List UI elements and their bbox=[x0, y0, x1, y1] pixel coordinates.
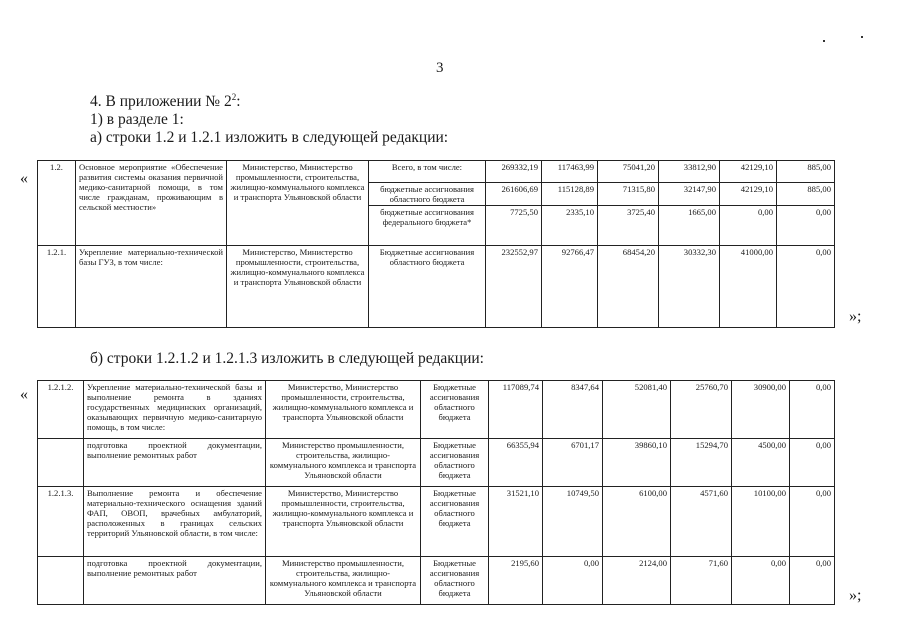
value-cell: 92766,47 bbox=[542, 246, 598, 328]
row-code: 1.2. bbox=[38, 161, 76, 246]
value-cell: 7725,50 bbox=[486, 206, 542, 246]
value-cell: 1665,00 bbox=[659, 206, 720, 246]
value-cell: 885,00 bbox=[777, 161, 835, 183]
table-row bbox=[38, 487, 835, 557]
value-cell: 885,00 bbox=[777, 183, 835, 206]
value-cell: 25760,70 bbox=[671, 381, 732, 439]
value-cell: 115128,89 bbox=[542, 183, 598, 206]
row-executor: Министерство, Министерство промышленности, строительства, жилищно-коммунального комплекса и транспорта Ульяновской области bbox=[227, 246, 369, 328]
value-cell: 32147,90 bbox=[659, 183, 720, 206]
value-cell: 6701,17 bbox=[543, 439, 603, 487]
subsection-heading: 1) в разделе 1: bbox=[90, 111, 184, 128]
source-label: Бюджетные ассигнования областного бюджета bbox=[421, 487, 489, 557]
table-row bbox=[38, 557, 835, 605]
value-cell: 41000,00 bbox=[720, 246, 777, 328]
value-cell: 0,00 bbox=[790, 557, 835, 605]
row-code: 1.2.1. bbox=[38, 246, 76, 328]
source-label: бюджетные ассигнования областного бюджета bbox=[369, 183, 486, 206]
value-cell: 269332,19 bbox=[486, 161, 542, 183]
value-cell: 75041,20 bbox=[598, 161, 659, 183]
source-label: Всего, в том числе: bbox=[369, 161, 486, 183]
row-executor: Министерство промышленности, строительства, жилищно-коммунального комплекса и транспорта Ульяновской области bbox=[266, 439, 421, 487]
close-quote-1: »; bbox=[849, 308, 862, 325]
row-name: подготовка проектной документации, выполнение ремонтных работ bbox=[84, 439, 266, 487]
scan-mark bbox=[861, 36, 863, 38]
table-rows-1-2 bbox=[37, 160, 835, 328]
section-heading-text: 4. В приложении № 2 bbox=[90, 93, 232, 111]
value-cell: 0,00 bbox=[790, 439, 835, 487]
table-row bbox=[38, 381, 835, 439]
value-cell: 0,00 bbox=[790, 487, 835, 557]
section-heading-sup: 2 bbox=[231, 92, 237, 102]
value-cell: 0,00 bbox=[777, 206, 835, 246]
value-cell: 30332,30 bbox=[659, 246, 720, 328]
value-cell: 261606,69 bbox=[486, 183, 542, 206]
value-cell: 232552,97 bbox=[486, 246, 542, 328]
value-cell: 2195,60 bbox=[489, 557, 543, 605]
value-cell: 8347,64 bbox=[543, 381, 603, 439]
row-executor: Министерство, Министерство промышленности, строительства, жилищно-коммунального комплекса и транспорта Ульяновской области bbox=[227, 161, 369, 246]
row-executor: Министерство, Министерство промышленности, строительства, жилищно-коммунального комплекса и транспорта Ульяновской области bbox=[266, 381, 421, 439]
value-cell: 39860,10 bbox=[603, 439, 671, 487]
value-cell: 6100,00 bbox=[603, 487, 671, 557]
row-name: подготовка проектной документации, выполнение ремонтных работ bbox=[84, 557, 266, 605]
value-cell: 33812,90 bbox=[659, 161, 720, 183]
row-executor: Министерство промышленности, строительства, жилищно-коммунального комплекса и транспорта Ульяновской области bbox=[266, 557, 421, 605]
page-number: 3 bbox=[436, 60, 444, 76]
value-cell: 42129,10 bbox=[720, 183, 777, 206]
value-cell: 2124,00 bbox=[603, 557, 671, 605]
row-name: Выполнение ремонта и обеспечение материально-технического оснащения зданий ФАП, ОВОП, врачебных амбулаторий, расположенных в границах сельских территорий Ульяновской области, в том числе: bbox=[84, 487, 266, 557]
table-row bbox=[38, 439, 835, 487]
row-executor: Министерство, Министерство промышленности, строительства, жилищно-коммунального комплекса и транспорта Ульяновской области bbox=[266, 487, 421, 557]
row-name: Укрепление материально-технической базы ГУЗ, в том числе: bbox=[76, 246, 227, 328]
value-cell: 117089,74 bbox=[489, 381, 543, 439]
value-cell: 66355,94 bbox=[489, 439, 543, 487]
section-heading bbox=[90, 92, 241, 111]
value-cell: 0,00 bbox=[543, 557, 603, 605]
source-label: Бюджетные ассигнования областного бюджета bbox=[421, 557, 489, 605]
scan-mark bbox=[823, 40, 825, 42]
value-cell: 71315,80 bbox=[598, 183, 659, 206]
source-label: Бюджетные ассигнования областного бюджета bbox=[421, 381, 489, 439]
value-cell: 30900,00 bbox=[732, 381, 790, 439]
value-cell: 10749,50 bbox=[543, 487, 603, 557]
value-cell: 0,00 bbox=[732, 557, 790, 605]
section-heading-tail: : bbox=[236, 93, 241, 111]
instruction-a: а) строки 1.2 и 1.2.1 изложить в следующей редакции: bbox=[90, 129, 449, 146]
open-quote-2: « bbox=[20, 386, 28, 403]
row-code: 1.2.1.3. bbox=[38, 487, 84, 557]
value-cell: 4571,60 bbox=[671, 487, 732, 557]
value-cell: 0,00 bbox=[777, 246, 835, 328]
value-cell: 31521,10 bbox=[489, 487, 543, 557]
table-rows-1212-1213 bbox=[37, 380, 835, 605]
value-cell: 15294,70 bbox=[671, 439, 732, 487]
value-cell: 3725,40 bbox=[598, 206, 659, 246]
row-code: 1.2.1.2. bbox=[38, 381, 84, 439]
value-cell: 0,00 bbox=[720, 206, 777, 246]
value-cell: 117463,99 bbox=[542, 161, 598, 183]
row-name: Основное мероприятие «Обеспечение развития системы оказания первичной медико-санитарной помощи, в том числе гражданам, проживающим в сельской местности» bbox=[76, 161, 227, 246]
source-label: бюджетные ассигнования федерального бюджета* bbox=[369, 206, 486, 246]
value-cell: 42129,10 bbox=[720, 161, 777, 183]
instruction-b: б) строки 1.2.1.2 и 1.2.1.3 изложить в следующей редакции: bbox=[90, 350, 484, 367]
open-quote-1: « bbox=[20, 170, 28, 187]
row-code bbox=[38, 439, 84, 487]
table-row bbox=[38, 246, 835, 328]
source-label: Бюджетные ассигнования областного бюджета bbox=[421, 439, 489, 487]
value-cell: 2335,10 bbox=[542, 206, 598, 246]
value-cell: 0,00 bbox=[790, 381, 835, 439]
row-name: Укрепление материально-технической базы и выполнение ремонта в зданиях государственных медицинских организаций, оказывающих первичную медико-санитарную помощь, в том числе: bbox=[84, 381, 266, 439]
value-cell: 68454,20 bbox=[598, 246, 659, 328]
close-quote-2: »; bbox=[849, 587, 862, 604]
value-cell: 71,60 bbox=[671, 557, 732, 605]
table-row bbox=[38, 161, 835, 183]
value-cell: 10100,00 bbox=[732, 487, 790, 557]
source-label: Бюджетные ассигнования областного бюджета bbox=[369, 246, 486, 328]
value-cell: 4500,00 bbox=[732, 439, 790, 487]
value-cell: 52081,40 bbox=[603, 381, 671, 439]
row-code bbox=[38, 557, 84, 605]
